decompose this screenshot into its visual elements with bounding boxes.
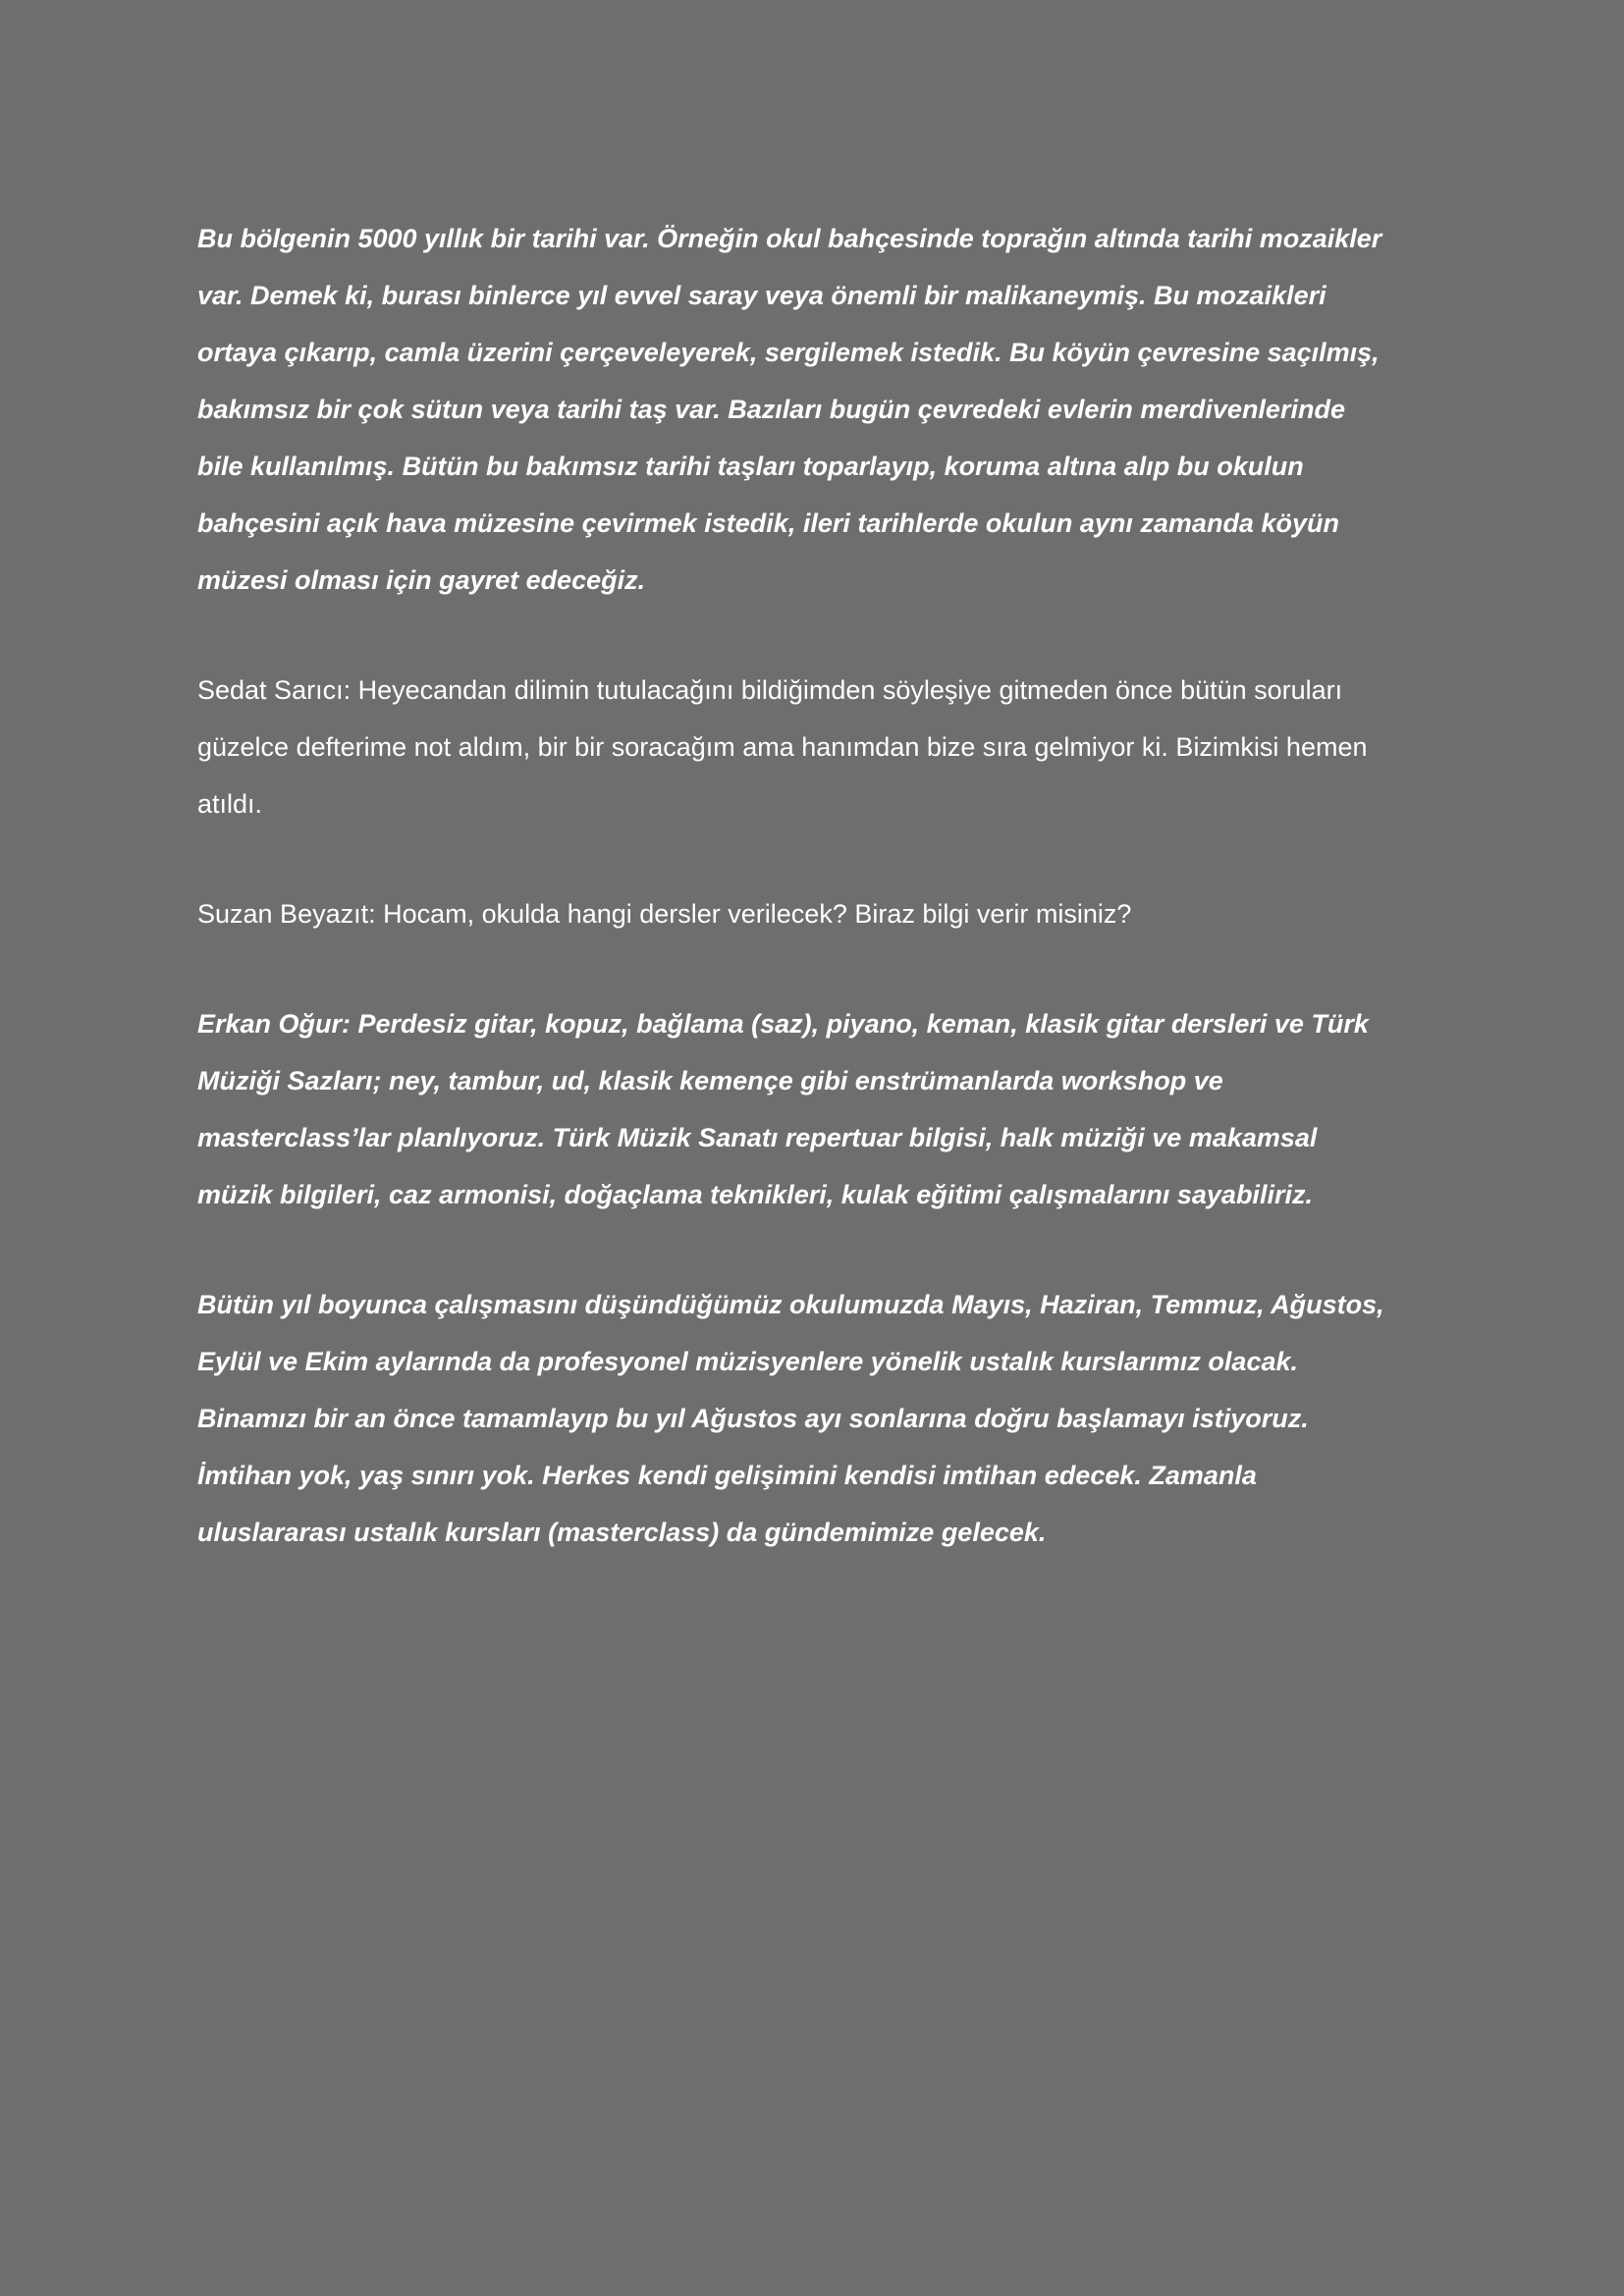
text-line: Bu bölgenin 5000 yıllık bir tarihi var. Örneğin okul bahçesinde toprağın altında tarihi mozaikler xyxy=(197,224,1382,253)
text-line: müzik bilgileri, caz armonisi, doğaçlama teknikleri, kulak eğitimi çalışmalarını sayabiliriz. xyxy=(197,1180,1313,1209)
text-line: Binamızı bir an önce tamamlayıp bu yıl Ağustos ayı sonlarına doğru başlamayı istiyoruz. xyxy=(197,1404,1309,1433)
text-line: bahçesini açık hava müzesine çevirmek istedik, ileri tarihlerde okulun aynı zamanda köyün xyxy=(197,508,1339,538)
paragraph-erkan-ogur xyxy=(197,995,1435,1223)
text-line: Müziği Sazları; ney, tambur, ud, klasik kemençe gibi enstrümanlarda workshop ve xyxy=(197,1066,1223,1095)
paragraph-school-schedule xyxy=(197,1276,1435,1561)
text-line: var. Demek ki, burası binlerce yıl evvel saray veya önemli bir malikaneymiş. Bu mozaikleri xyxy=(197,281,1326,310)
text-line: Erkan Oğur: Perdesiz gitar, kopuz, bağlama (saz), piyano, keman, klasik gitar dersleri ve Türk xyxy=(197,1009,1369,1039)
paragraph-suzan-beyazit xyxy=(197,885,1435,942)
text-line: İmtihan yok, yaş sınırı yok. Herkes kendi gelişimini kendisi imtihan edecek. Zamanla xyxy=(197,1461,1257,1490)
text-line: bakımsız bir çok sütun veya tarihi taş var. Bazıları bugün çevredeki evlerin merdivenlerinde xyxy=(197,395,1345,424)
text-line: güzelce defterime not aldım, bir bir soracağım ama hanımdan bize sıra gelmiyor ki. Bizimkisi hemen xyxy=(197,732,1368,762)
text-line: uluslararası ustalık kursları (masterclass) da gündemimize gelecek. xyxy=(197,1518,1047,1547)
document-page xyxy=(197,210,1435,1614)
text-line: atıldı. xyxy=(197,789,263,819)
text-line: Eylül ve Ekim aylarında da profesyonel müzisyenlere yönelik ustalık kurslarımız olacak. xyxy=(197,1347,1298,1376)
text-line: ortaya çıkarıp, camla üzerini çerçeveleyerek, sergilemek istedik. Bu köyün çevresine saçılmış, xyxy=(197,338,1380,367)
text-line: Sedat Sarıcı: Heyecandan dilimin tutulacağını bildiğimden söyleşiye gitmeden önce bütün soruları xyxy=(197,675,1343,705)
paragraph-sedat-saricı xyxy=(197,662,1435,832)
text-line: müzesi olması için gayret edeceğiz. xyxy=(197,565,646,595)
paragraph-museum xyxy=(197,210,1435,609)
text-line: Bütün yıl boyunca çalışmasını düşündüğümüz okulumuzda Mayıs, Haziran, Temmuz, Ağustos, xyxy=(197,1290,1384,1319)
text-line: masterclass’lar planlıyoruz. Türk Müzik Sanatı repertuar bilgisi, halk müziği ve makamsal xyxy=(197,1123,1318,1152)
text-line: Suzan Beyazıt: Hocam, okulda hangi dersler verilecek? Biraz bilgi verir misiniz? xyxy=(197,899,1132,929)
text-line: bile kullanılmış. Bütün bu bakımsız tarihi taşları toparlayıp, koruma altına alıp bu okulun xyxy=(197,452,1304,481)
